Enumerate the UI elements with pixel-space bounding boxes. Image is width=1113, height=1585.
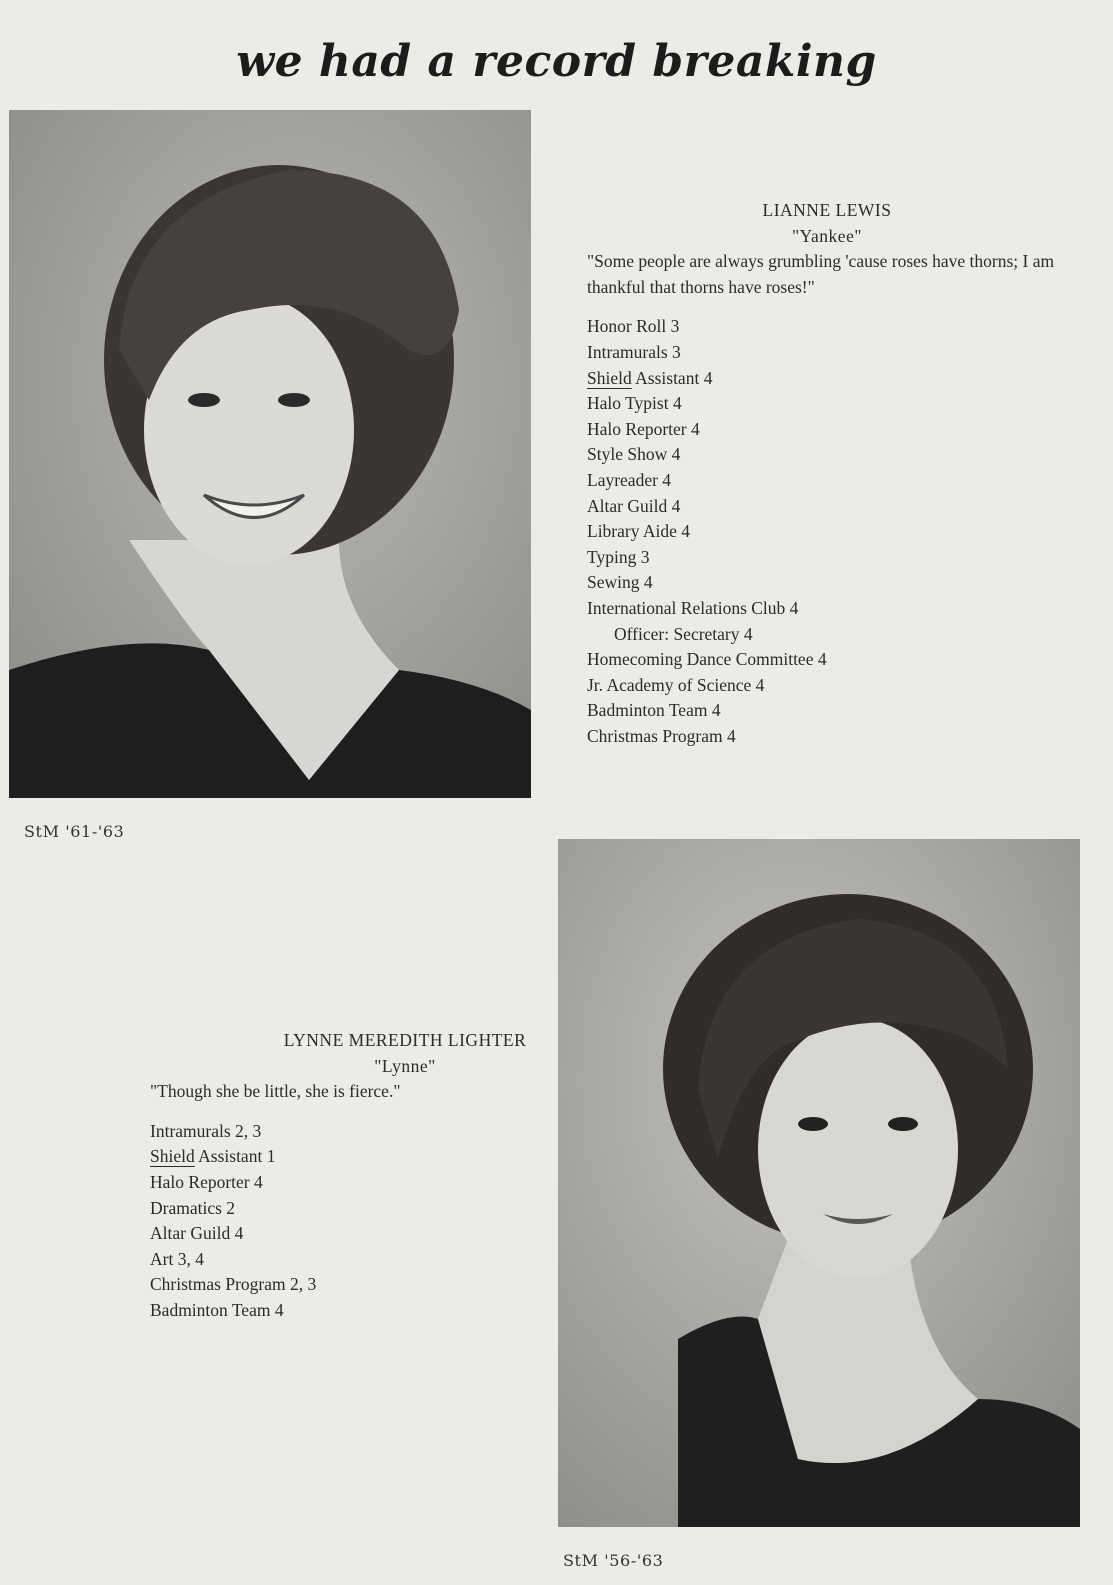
activity-item: Library Aide 4 — [587, 521, 691, 542]
activity-item: Badminton Team 4 — [150, 1299, 284, 1320]
activity-item: Intramurals 2, 3 — [150, 1120, 262, 1141]
activity-item: Jr. Academy of Science 4 — [587, 674, 765, 695]
activity-item: Art 3, 4 — [150, 1248, 204, 1269]
student-nickname: "Yankee" — [792, 225, 862, 246]
activity-item: Halo Reporter 4 — [150, 1171, 263, 1192]
activity-item: Layreader 4 — [587, 469, 672, 490]
activity-item: Halo Reporter 4 — [587, 418, 700, 439]
years-caption: StM '61-'63 — [24, 822, 125, 841]
activity-item: International Relations Club 4 — [587, 597, 799, 618]
activities-list — [587, 314, 1057, 749]
years-caption: StM '56-'63 — [563, 1551, 664, 1570]
portrait-photo-lynne-lighter — [558, 839, 1080, 1527]
activity-item: Christmas Program 4 — [587, 725, 736, 746]
activity-item: Badminton Team 4 — [587, 700, 721, 721]
student-name: LYNNE MEREDITH LIGHTER — [283, 1030, 527, 1050]
student-bio-lianne-lewis — [587, 198, 1057, 749]
activities-list — [150, 1119, 530, 1324]
student-nickname: "Lynne" — [374, 1055, 436, 1076]
activity-item: Christmas Program 2, 3 — [150, 1274, 317, 1295]
activity-item: Halo Typist 4 — [587, 393, 682, 414]
activity-item: Altar Guild 4 — [150, 1223, 244, 1244]
activity-item: Dramatics 2 — [150, 1197, 236, 1218]
activity-item: Shield Assistant 1 — [150, 1146, 276, 1167]
portrait-photo-lianne-lewis — [9, 110, 531, 798]
student-bio-lynne-lighter — [150, 1028, 530, 1324]
activity-item: Typing 3 — [587, 546, 650, 567]
activity-item: Homecoming Dance Committee 4 — [587, 649, 827, 670]
activity-item: Style Show 4 — [587, 444, 681, 465]
activity-item: Sewing 4 — [587, 572, 653, 593]
activity-item: Honor Roll 3 — [587, 316, 680, 337]
activity-item: Altar Guild 4 — [587, 495, 681, 516]
activity-item: Officer: Secretary 4 — [614, 623, 753, 644]
page-headline: we had a record breaking — [236, 36, 877, 87]
activity-item: Intramurals 3 — [587, 341, 681, 362]
student-quote: "Some people are always grumbling 'cause roses have thorns; I am thankful that thorns have roses!" — [587, 251, 1055, 297]
student-quote: "Though she be little, she is fierce." — [150, 1081, 401, 1102]
activity-item: Shield Assistant 4 — [587, 367, 713, 388]
student-name: LIANNE LEWIS — [762, 200, 892, 220]
